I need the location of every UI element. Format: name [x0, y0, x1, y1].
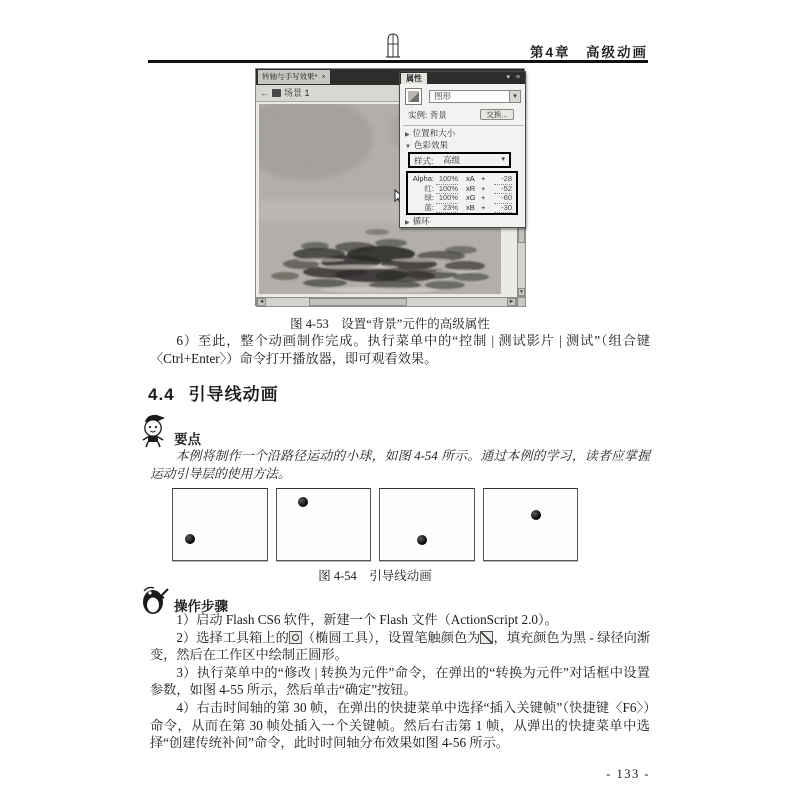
scroll-left-icon[interactable]: ◄	[258, 299, 265, 305]
figure-453-screenshot	[255, 68, 525, 306]
flash-document-tab-label: 转轴与手写效果*	[262, 72, 318, 81]
section-loop[interactable]	[405, 216, 522, 227]
section-heading	[148, 380, 279, 405]
ball-dot	[417, 535, 427, 545]
green-percent[interactable]: 100%	[436, 193, 458, 204]
animation-frame-2	[276, 488, 372, 561]
ball-dot	[531, 510, 541, 520]
properties-panel-titlebar	[400, 72, 525, 84]
section-loop-label: 循环	[412, 216, 430, 226]
style-label: 样式:	[414, 156, 434, 166]
animation-frame-4	[483, 488, 579, 561]
red-percent[interactable]: 100%	[436, 184, 458, 195]
animation-frame-1	[172, 488, 268, 561]
instance-name: 背景	[429, 110, 447, 120]
advanced-values-highlight-box	[406, 171, 518, 215]
page-number: - 133 -	[606, 767, 650, 781]
symbol-thumbnail	[405, 88, 422, 105]
blue-percent[interactable]: 23%	[436, 203, 458, 214]
tab-close-icon[interactable]: ×	[321, 72, 326, 81]
section-position-label: 位置和大小	[412, 128, 456, 138]
step-2-text-c: ，填充颜色为黑 - 绿径向渐变，然后在工作区中绘制正圆形。	[150, 629, 651, 663]
green-op: +	[481, 193, 486, 202]
step-2	[150, 629, 650, 664]
advanced-row-alpha	[408, 174, 516, 184]
properties-panel	[399, 71, 526, 228]
section-title: 引导线动画	[188, 385, 279, 404]
keypoint-text: 本例将制作一个沿路径运动的小球，如图 4-54 所示。通过本例的学习，读者应掌握运动引导层的使用方法。	[150, 449, 650, 481]
green-label: 绿:	[424, 193, 434, 202]
red-label: 红:	[424, 183, 434, 193]
ball-dot	[185, 534, 195, 544]
instance-label: 实例:	[408, 110, 428, 120]
panel-divider	[403, 125, 524, 126]
blue-mult: xB	[466, 202, 475, 212]
section-color-effect[interactable]	[405, 140, 522, 151]
back-arrow-icon[interactable]: ←	[260, 88, 269, 98]
horizontal-scrollbar[interactable]	[256, 297, 517, 307]
alpha-label: Alpha:	[412, 174, 434, 183]
scroll-right-icon[interactable]: ►	[508, 299, 515, 305]
symbol-type-dropdown[interactable]	[429, 90, 521, 103]
scene-icon	[272, 89, 281, 97]
scroll-down-icon[interactable]: ▼	[519, 289, 524, 295]
expanded-triangle-icon[interactable]: ▼	[405, 144, 411, 150]
red-op: +	[481, 183, 486, 193]
step-2-text-b: （椭圆工具），设置笔触颜色为	[301, 629, 481, 645]
steps-block	[150, 611, 650, 752]
flash-document-tab[interactable]	[258, 70, 330, 84]
collapsed-triangle-icon[interactable]: ▶	[405, 132, 410, 138]
figure-453-caption: 图 4-53 设置“背景”元件的高级属性	[290, 317, 490, 331]
figure-454-caption: 图 4-54 引导线动画	[318, 569, 432, 583]
keypoint-label: 要点	[174, 432, 201, 447]
step-3: 3）执行菜单中的“修改 | 转换为元件”命令，在弹出的“转换为元件”对话框中设置参数，如图 4-55 所示，然后单击“确定”按钮。	[150, 664, 650, 698]
red-offset[interactable]: -52	[494, 184, 512, 195]
red-mult: xR	[466, 183, 476, 193]
no-color-icon	[480, 631, 493, 644]
green-offset[interactable]: -60	[494, 193, 512, 204]
animation-frame-3	[379, 488, 475, 561]
alpha-mult: xA	[466, 174, 475, 183]
section-color-label: 色彩效果	[413, 140, 448, 150]
ball-dot	[298, 497, 308, 507]
blue-label: 蓝:	[424, 202, 434, 212]
blue-offset[interactable]: -30	[494, 203, 512, 214]
blue-op: +	[481, 202, 486, 212]
steps-label: 操作步骤	[174, 599, 228, 614]
section-number: 4.4	[148, 385, 175, 404]
step-2-text-a: 2）选择工具箱上的	[176, 629, 289, 645]
properties-panel-body	[400, 84, 525, 229]
alpha-op: +	[481, 174, 486, 183]
ellipse-tool-icon	[289, 631, 302, 644]
style-highlight-box	[408, 152, 511, 168]
section-position-size[interactable]	[405, 128, 522, 139]
keypoint-mascot-icon	[138, 413, 171, 453]
style-dropdown[interactable]	[440, 155, 506, 166]
header-rule	[148, 60, 648, 63]
swap-button[interactable]: 交换...	[480, 109, 514, 120]
advanced-row-blue	[408, 203, 516, 213]
alpha-offset[interactable]: -28	[494, 174, 512, 185]
figure-454-frames	[172, 488, 578, 561]
alpha-percent[interactable]: 100%	[436, 174, 458, 185]
paragraph-step6: 6）至此，整个动画制作完成。执行菜单中的“控制 | 测试影片 | 测试”（组合键〈Ctrl+Enter〉）命令打开播放器，即可观看效果。	[150, 333, 650, 366]
panel-menu-icon[interactable]: ▾ ≡	[506, 74, 522, 81]
breadcrumb-scene[interactable]: 场景 1	[284, 88, 310, 98]
running-head-chapter: 第4章 高级动画	[529, 45, 648, 60]
advanced-row-red	[408, 184, 516, 194]
properties-panel-tab[interactable]: 属性	[401, 73, 427, 84]
step-1: 1）启动 Flash CS6 软件，新建一个 Flash 文件（ActionScript 2.0）。	[176, 612, 558, 627]
collapsed-triangle-icon[interactable]: ▶	[405, 220, 410, 226]
advanced-row-green	[408, 193, 516, 203]
scrollbar-corner	[517, 297, 526, 307]
dropdown-arrow-icon: ▾	[509, 91, 520, 102]
step-4: 4）右击时间轴的第 30 帧，在弹出的快捷菜单中选择“插入关键帧”（快捷键〈F6〉）命令，从而在第 30 帧处插入一个关键帧。然后右击第 1 帧，从弹出的快捷菜单中选择“创建传统补间”命令，此时时间轴分布效果如图 4-56 所示。	[150, 699, 650, 751]
hscroll-thumb[interactable]	[309, 298, 407, 306]
symbol-type-value: 图形	[434, 91, 452, 101]
green-mult: xG	[466, 193, 476, 202]
style-dropdown-arrow-icon: ▾	[501, 156, 505, 163]
style-value: 高级	[443, 155, 461, 165]
